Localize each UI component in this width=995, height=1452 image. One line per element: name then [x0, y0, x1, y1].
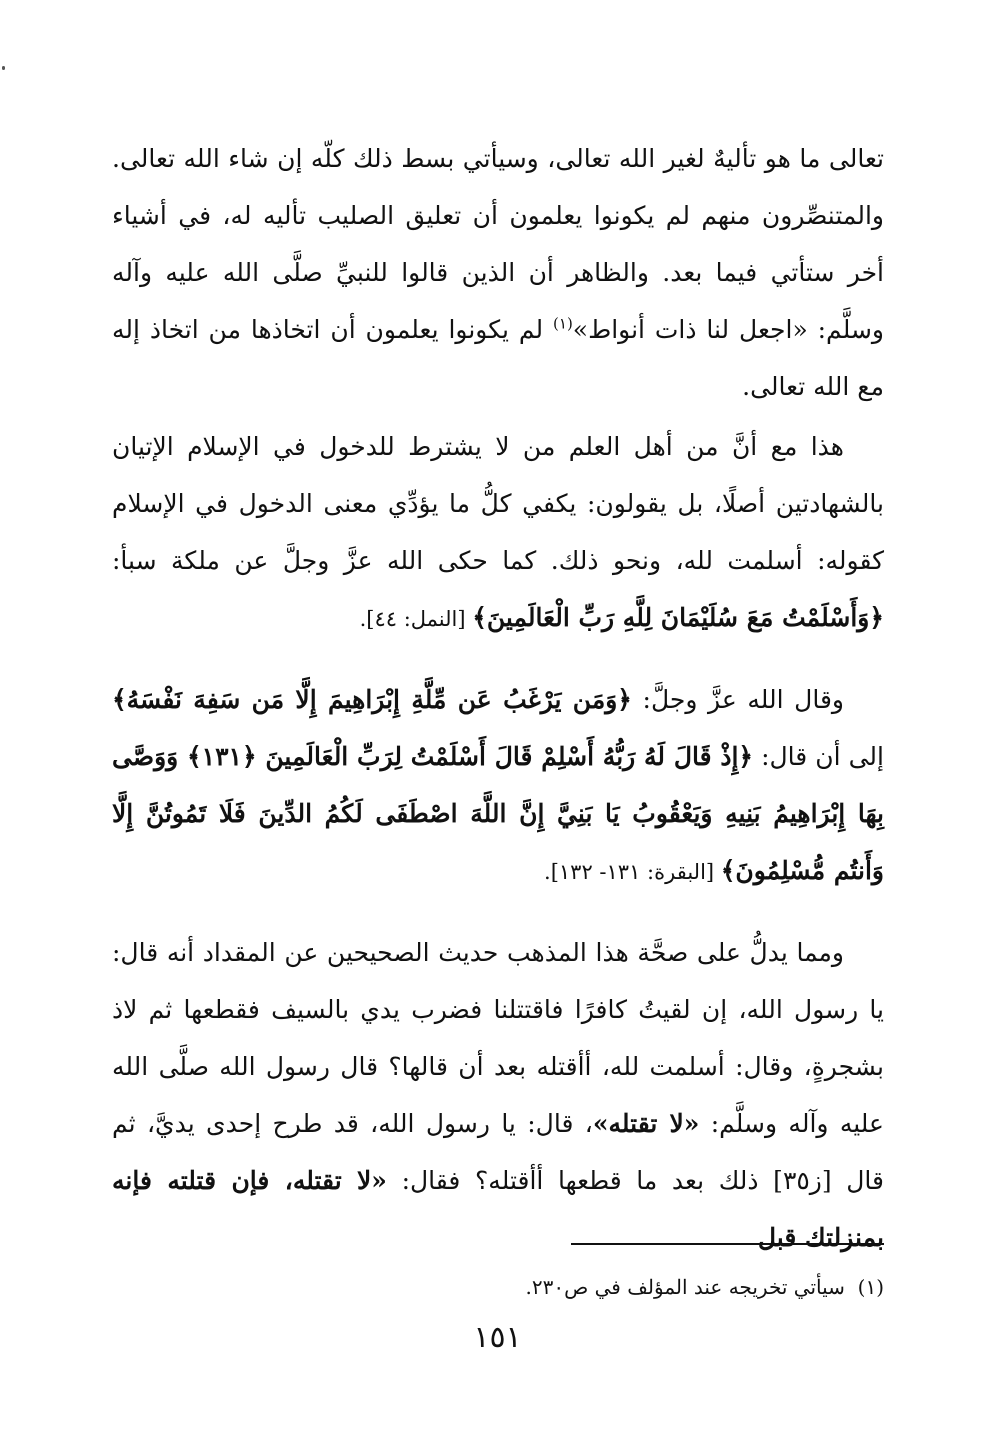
paragraph-4-text: ومما يدلُّ على صحَّة هذا المذهب حديث الصحيحين عن المقداد أنه قال: يا رسول الله، إن لقيتُ كافرًا فاقتتلنا فضرب يدي بالسيف فقطعها ثم لاذ بشجرةٍ، وقال: أسلمت لله، أأقتله بعد أن قالها؟ قال رسول الله صلَّى الله عليه وآله وسلَّم:: [112, 938, 884, 1138]
verse-reference-baqarah: [البقرة: ١٣١- ١٣٢].: [544, 860, 721, 884]
footnote-divider: [571, 1243, 884, 1245]
quran-verse-baqarah-131-132: ﴿إِذْ قَالَ لَهُ رَبُّهُ أَسْلِمْ قَالَ أَسْلَمْتُ لِرَبِّ الْعَالَمِينَ ﴿١٣١﴾ وَوَصَّى بِهَا إِبْرَاهِيمُ بَنِيهِ وَيَعْقُوبُ يَا بَنِيَّ إِنَّ اللَّهَ اصْطَفَى لَكُمُ الدِّينَ فَلَا تَمُوتُنَّ إِلَّا وَأَنتُم مُّسْلِمُونَ﴾: [112, 742, 884, 885]
paragraph-1-text: تعالى ما هو تأليهٌ لغير الله تعالى، وسيأتي بسط ذلك كلّه إن شاء الله تعالى. والمتنصِّرون منهم لم يكونوا يعلمون أن تعليق الصليب تأليه له، في أشياء أخر ستأتي فيما بعد. والظاهر أن الذين قالوا للنبيِّ صلَّى الله عليه وآله وسلَّم: «اجعل لنا ذات أنواط»: [112, 144, 884, 344]
hadith-quote-1: «لا تقتله»: [592, 1109, 700, 1138]
footnote-ref-1: (١): [553, 314, 573, 333]
paragraph-1-tail: لم يكونوا يعلمون أن اتخاذها من اتخاذ إله مع الله تعالى.: [112, 315, 884, 401]
verse-reference-naml: [النمل: ٤٤].: [359, 607, 473, 631]
paragraph-4-mid: ، قال: يا رسول الله، قد طرح إحدى يديَّ، ثم قال [ز٣٥] ذلك بعد ما قطعها أأقتله؟ فقال:: [112, 1109, 884, 1195]
hadith-quote-2: «لا تقتله، فإن قتلته فإنه بمنزلتك قبل: [112, 1166, 884, 1252]
paragraph-4: [112, 924, 884, 1266]
paragraph-3-mid: إلى أن قال:: [753, 742, 884, 771]
paragraph-3-text: وقال الله عزَّ وجلَّ:: [631, 685, 844, 714]
page-number: ١٥١: [473, 1320, 522, 1355]
footnote-number: (١): [857, 1275, 884, 1299]
quran-verse-baqarah-130: ﴿وَمَن يَرْغَبُ عَن مِّلَّةِ إِبْرَاهِيمَ إِلَّا مَن سَفِهَ نَفْسَهُ﴾: [112, 685, 632, 714]
footnote: [364, 1272, 884, 1302]
paragraph-3: [112, 671, 884, 901]
footnote-text: سيأتي تخريجه عند المؤلف في ص٢٣٠.: [525, 1275, 845, 1299]
quran-verse-naml: ﴿وَأَسْلَمْتُ مَعَ سُلَيْمَانَ لِلَّهِ رَبِّ الْعَالَمِينَ﴾: [472, 603, 884, 632]
scan-speck: [2, 66, 5, 70]
paragraph-2-text: هذا مع أنَّ من أهل العلم من لا يشترط للدخول في الإسلام الإتيان بالشهادتين أصلًا، بل يقولون: يكفي كلُّ ما يؤدِّي معنى الدخول في الإسلام كقوله: أسلمت لله، ونحو ذلك. كما حكى الله عزَّ وجلَّ عن ملكة سبأ:: [112, 432, 884, 575]
paragraph-2: [112, 418, 884, 648]
paragraph-1: [112, 130, 884, 415]
